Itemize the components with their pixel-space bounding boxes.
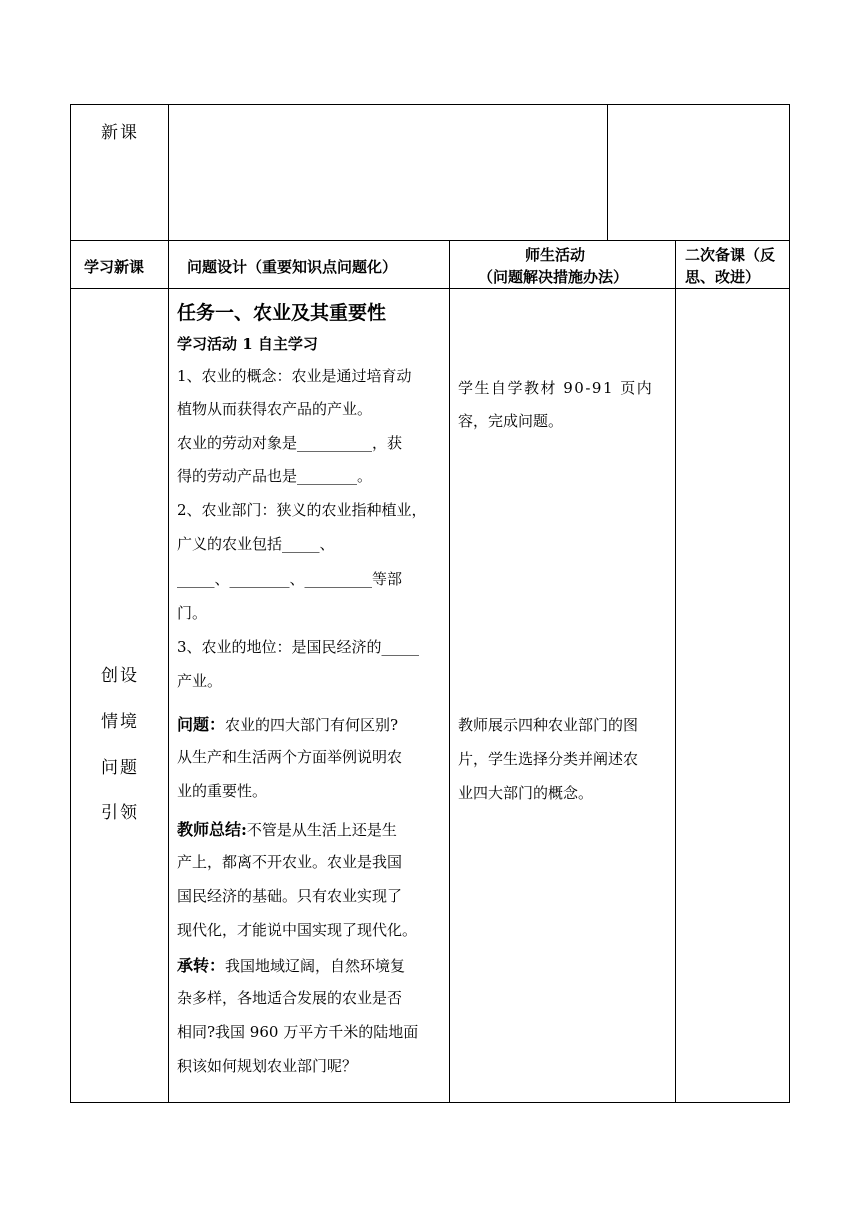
activity-2-line-2: 片，学生选择分类并阐述农 — [458, 750, 639, 768]
transition-line-4: 积该如何规划农业部门呢？ — [177, 1057, 358, 1075]
transition-text-1: 我国地域辽阔，自然环境复 — [225, 957, 406, 975]
activity-title: 学习活动 1 自主学习 — [177, 335, 318, 353]
table-col-divider-1 — [168, 104, 169, 1103]
content-line-4: 得的劳动产品也是________。 — [177, 467, 373, 485]
header-activity-line2: （问题解决措施办法） — [478, 268, 629, 286]
summary-label: 教师总结: — [177, 820, 247, 839]
content-line-7: _____、________、_________等部 — [177, 570, 403, 588]
summary-text-1: 不管是从生活上还是生 — [246, 821, 397, 839]
activity-1-line-1: 学生自学教材 90-91 页内 — [458, 379, 654, 397]
table-row-divider-1 — [70, 240, 790, 241]
summary-line-3: 国民经济的基础。只有农业实现了 — [177, 887, 403, 905]
question-line-1 — [177, 712, 398, 735]
question-line-2: 从生产和生活两个方面举例说明农 — [177, 748, 403, 766]
content-line-1: 1、农业的概念：农业是通过培育动 — [177, 367, 412, 385]
transition-line-2: 杂多样，各地适合发展的农业是否 — [177, 989, 403, 1007]
content-line-8: 门。 — [177, 604, 208, 622]
stage-label-2: 情境 — [101, 712, 139, 732]
content-line-9: 3、农业的地位：是国民经济的_____ — [177, 638, 420, 656]
table-border-right — [789, 104, 790, 1103]
summary-line-1 — [177, 817, 397, 840]
header-question-design: 问题设计（重要知识点问题化） — [187, 258, 398, 276]
content-line-3: 农业的劳动对象是__________，获 — [177, 434, 403, 452]
activity-1-line-2: 容，完成问题。 — [458, 412, 564, 430]
stage-label-1: 创设 — [101, 666, 139, 686]
header-activity-line1: 师生活动 — [525, 246, 586, 264]
header-second-prep-line1: 二次备课（反 — [685, 246, 776, 264]
content-line-10: 产业。 — [177, 672, 223, 690]
table-col-divider-3 — [675, 240, 676, 1103]
table-border-left — [70, 104, 71, 1103]
question-line-3: 业的重要性。 — [177, 782, 268, 800]
activity-2-line-1: 教师展示四种农业部门的图 — [458, 716, 639, 734]
summary-line-2: 产上，都离不开农业。农业是我国 — [177, 853, 403, 871]
activity-2-line-3: 业四大部门的概念。 — [458, 784, 594, 802]
header-second-prep-line2: 思、改进） — [685, 268, 761, 286]
table-col-divider-2 — [449, 240, 450, 1103]
summary-line-4: 现代化，才能说中国实现了现代化。 — [177, 921, 418, 939]
question-text-1: 农业的四大部门有何区别? — [225, 716, 399, 734]
content-line-6: 广义的农业包括_____、 — [177, 535, 335, 553]
table-border-top — [70, 104, 790, 105]
transition-line-3: 相同?我国 960 万平方千米的陆地面 — [177, 1023, 419, 1041]
table-col-divider-top — [607, 104, 608, 241]
stage-label-3: 问题 — [101, 758, 139, 778]
content-line-2: 植物从而获得农产品的产业。 — [177, 400, 373, 418]
header-study-new-lesson: 学习新课 — [84, 258, 145, 276]
task-title: 任务一、农业及其重要性 — [177, 302, 387, 324]
table-border-bottom — [70, 1102, 790, 1103]
question-label: 问题： — [177, 715, 226, 734]
new-lesson-label: 新课 — [101, 123, 139, 143]
table-row-divider-2 — [70, 288, 790, 289]
content-line-5: 2、农业部门：狭义的农业指种植业， — [177, 501, 427, 519]
transition-label: 承转： — [177, 956, 226, 975]
transition-line-1 — [177, 953, 405, 976]
stage-label-4: 引领 — [101, 803, 139, 823]
